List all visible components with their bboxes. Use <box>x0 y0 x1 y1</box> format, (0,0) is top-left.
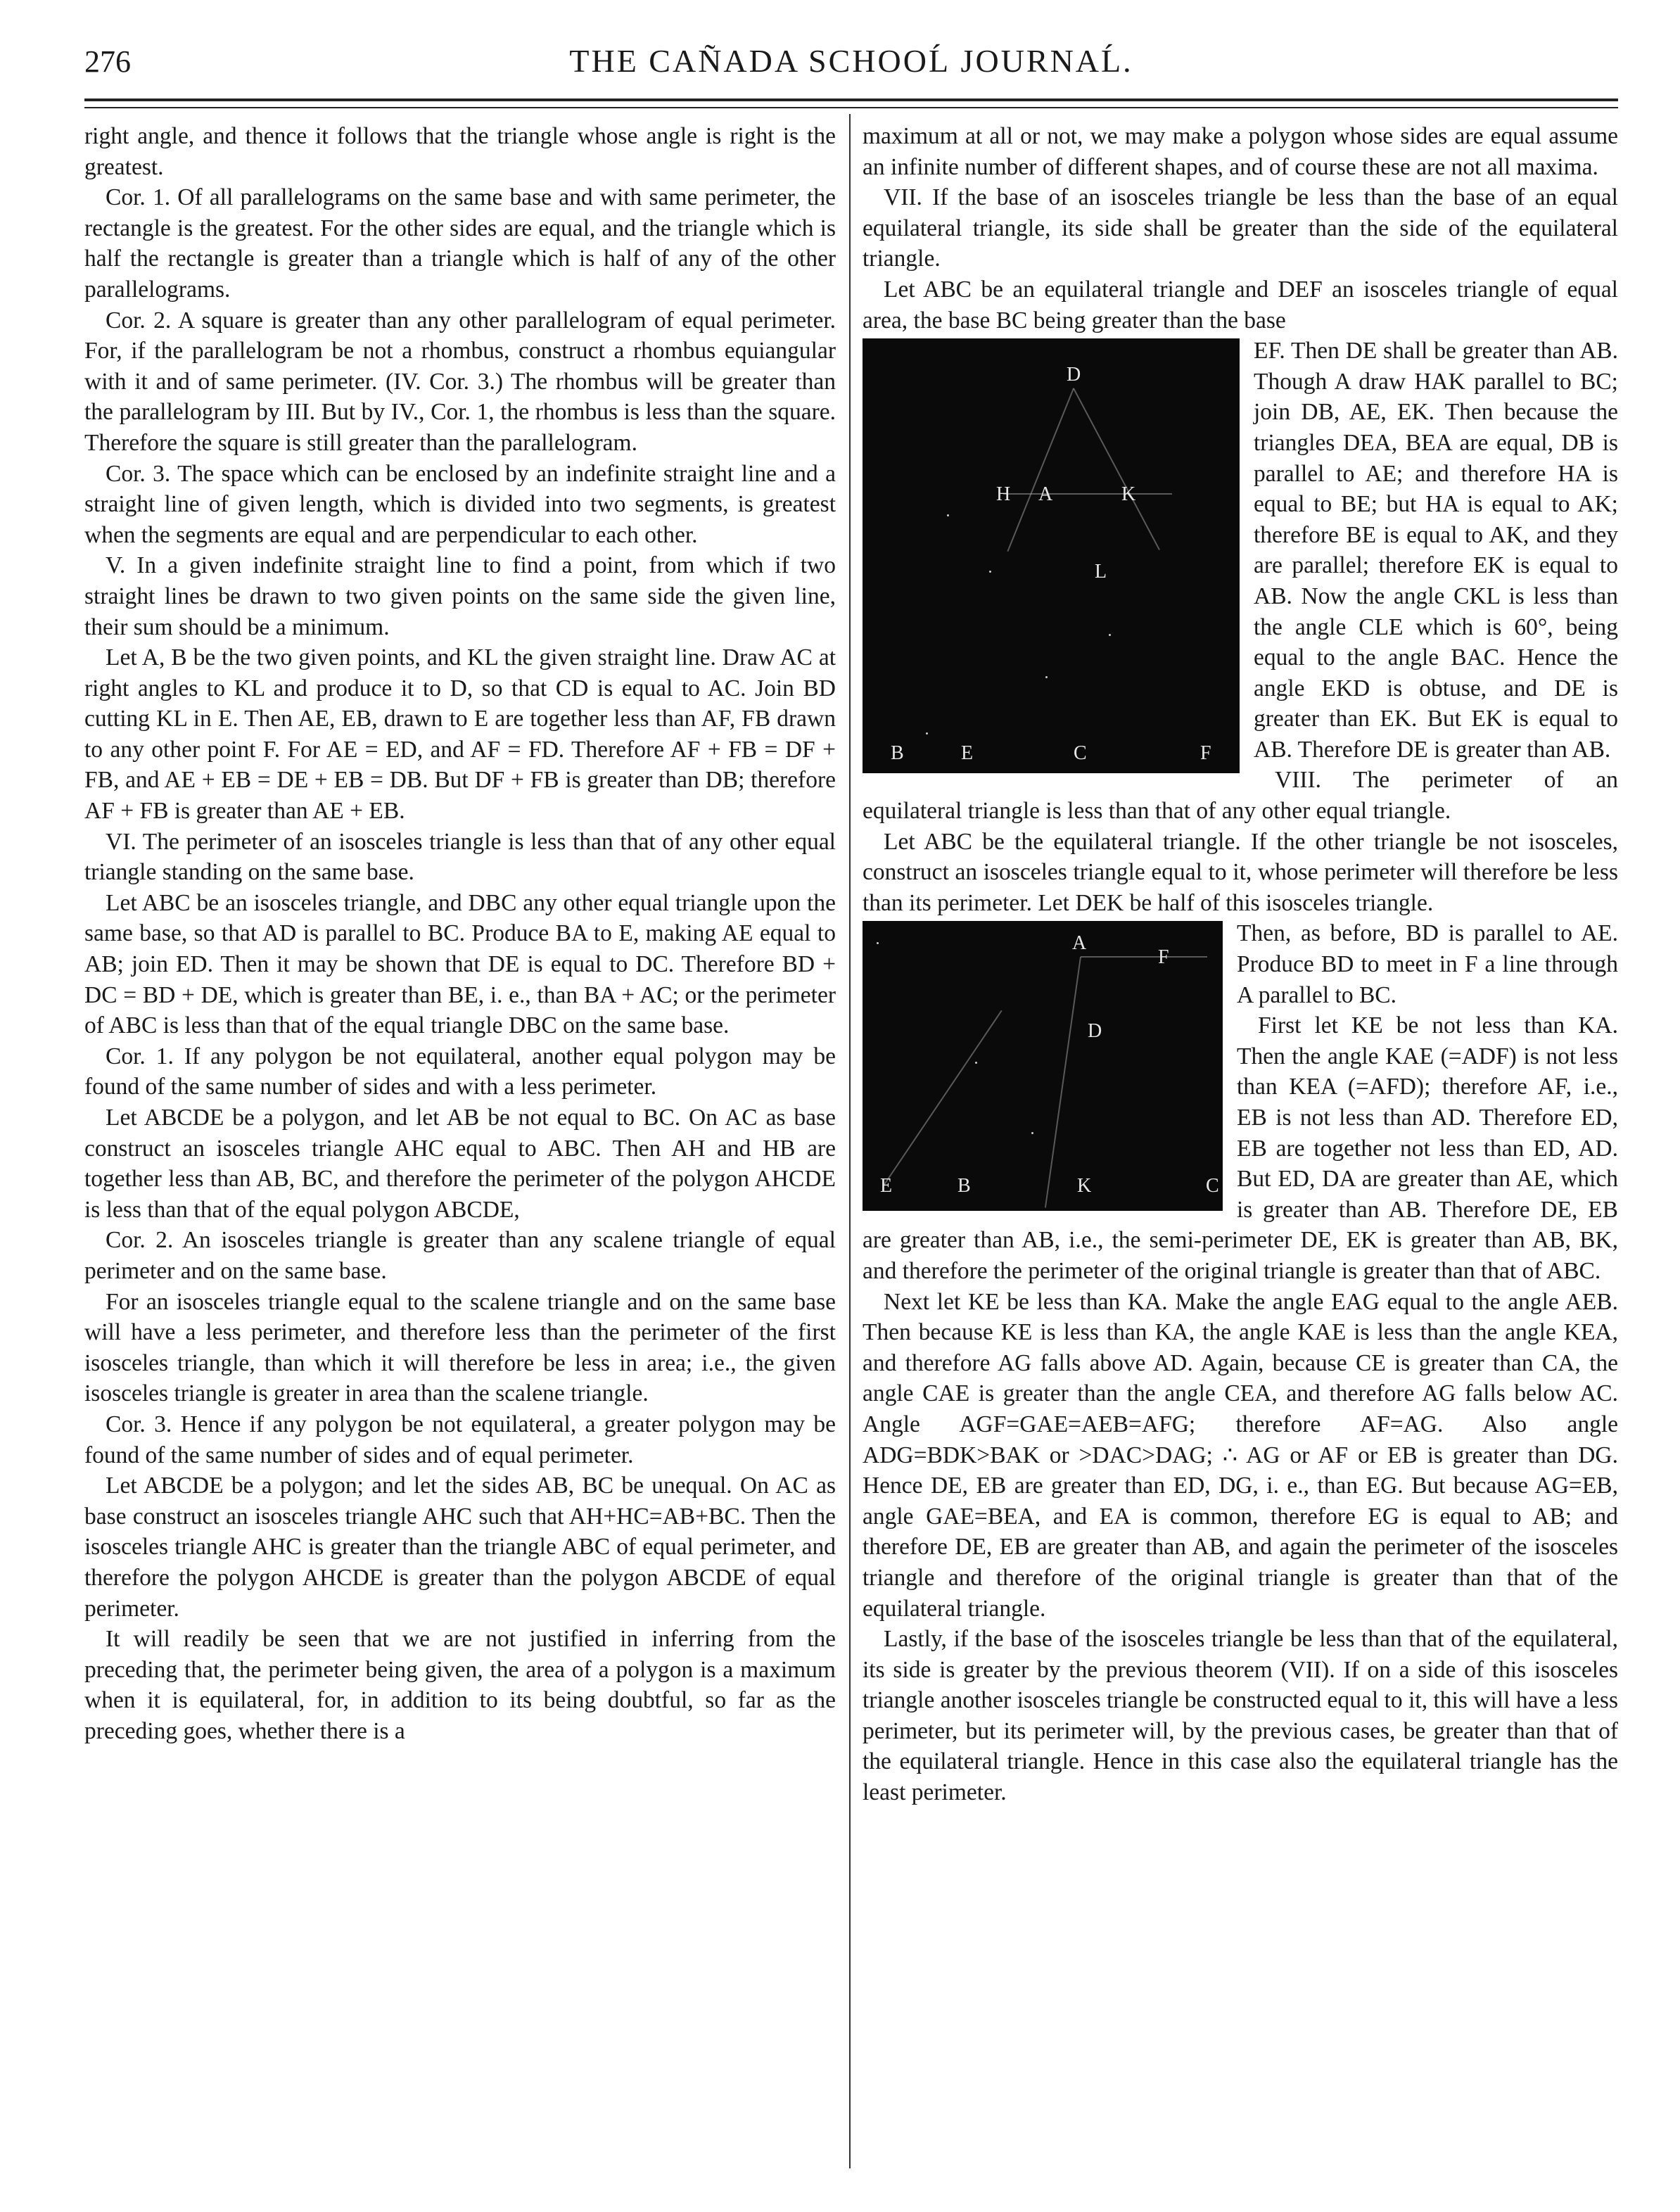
figure-dot <box>947 514 949 516</box>
figure-line <box>1045 957 1081 1208</box>
paragraph: Cor. 1. If any polygon be not equilateral, another equal polygon may be found of the same number of sides and with a less perimeter. <box>84 1043 836 1100</box>
figure-label: E <box>961 742 974 765</box>
header-rule <box>84 98 1618 101</box>
page-number: 276 <box>84 44 131 79</box>
figure-line <box>1007 388 1074 552</box>
right-column <box>863 121 1618 2161</box>
figure-line <box>883 1010 1002 1186</box>
figure-line <box>1081 956 1207 958</box>
paragraph: Let ABC be an equilateral triangle and DEF an isosceles triangle of equal area, the base BC being greater than the base <box>863 276 1618 333</box>
paragraph: Let A, B be the two given points, and KL the given straight line. Draw AC at right angles to KL and produce it to D, so that CD is equal to AC. Join BD cutting KL in E. Then AE, EB, drawn to E are together less than AF, FB drawn to any other point F. For AE = ED, and AF = FD. Therefore AF + FB = DF + FB, and AE + EB = DE + EB = DB. But DF + FB is greater than DB; therefore AF + FB is greater than AE + EB. <box>84 644 836 825</box>
figure-label: D <box>1088 1020 1102 1043</box>
paragraph: Let ABCDE be a polygon; and let the sides AB, BC be unequal. On AC as base construct an isosceles triangle AHC such that AH+HC=AB+BC. Then the isosceles triangle AHC is greater than the triangle ABC of equal perimeter, and therefore the polygon AHCDE is greater than the polygon ABCDE of equal perimeter. <box>84 1473 836 1622</box>
figure-label: A <box>1072 932 1087 955</box>
paragraph: VI. The perimeter of an isosceles triangle is less than that of any other equal triangle standing on the same base. <box>84 828 836 886</box>
figure-dot <box>1045 676 1048 678</box>
header-rule-thin <box>84 107 1618 108</box>
figure-dot <box>877 942 879 944</box>
paragraph: maximum at all or not, we may make a polygon whose sides are equal assume an infinite number of different shapes, and of course these are not all maxima. <box>863 123 1618 180</box>
paragraph: Let ABC be an isosceles triangle, and DBC any other equal triangle upon the same base, so that AD is parallel to BC. Produce BA to E, making AE equal to AB; join ED. Then it may be shown that DE is equal to DC. Therefore BD + DC = BD + DE, which is greater than BE, i. e., than BA + AC; or the perimeter of ABC is less than that of the equal triangle DBC on the same base. <box>84 889 836 1039</box>
paragraph: For an isosceles triangle equal to the scalene triangle and on the same base will have a less perimeter, and therefore less than the perimeter of the first isosceles triangle, than which it will therefore be less in area; i.e., the given isosceles triangle is greater in area than the scalene triangle. <box>84 1288 836 1407</box>
figure-label: C <box>1074 742 1087 765</box>
paragraph: Cor. 2. An isosceles triangle is greater than any scalene triangle of equal perimeter and on the same base. <box>84 1227 836 1284</box>
figure-label: B <box>891 742 904 765</box>
paragraph: VII. If the base of an isosceles triangle be less than the base of an equal equilateral triangle, its side shall be greater than the side of the equilateral triangle. <box>863 184 1618 272</box>
paragraph: Cor. 1. Of all parallelograms on the same base and with same perimeter, the rectangle is the greatest. For the other sides are equal, and the triangle which is half the rectangle is greater than a triangle which is half of any of the other parallelograms. <box>84 184 836 303</box>
paragraph: EF. Then DE shall be greater than AB. Though A draw HAK parallel to BC; join DB, AE, EK. Then because the triangles DEA, BEA are equal, DB is parallel to AE; and therefore HA is equal to BE; but HA is equal to AK; therefore BE is equal to AK, and they are parallel; therefore EK is equal to AB. Now the angle CKL is less than the angle CLE which is 60°, being equal to the angle BAC. Hence the angle EKD is obtuse, and DE is greater than EK. But EK is equal to AB. Therefore DE is greater than AB. <box>1254 338 1618 763</box>
figure-label: L <box>1095 561 1107 583</box>
paragraph: V. In a given indefinite straight line to find a point, from which if two straight lines be drawn to two given points on the same side the given line, their sum should be a minimum. <box>84 552 836 640</box>
figure-label: C <box>1206 1175 1219 1197</box>
figure-label: F <box>1200 742 1211 765</box>
paragraph: Cor. 3. Hence if any polygon be not equilateral, a greater polygon may be found of the same number of sides and of equal perimeter. <box>84 1411 836 1468</box>
paragraph: Let ABCDE be a polygon, and let AB be not equal to BC. On AC as base construct an isosceles triangle AHC equal to ABC. Then AH and HB are together less than AB, BC, and therefore the perimeter of the polygon AHCDE is less than that of the equal polygon ABCDE, <box>84 1105 836 1223</box>
paragraph: Cor. 3. The space which can be enclosed by an indefinite straight line and a straight line of given length, which is divided into two segments, is greatest when the segments are equal and are perpendicular to each other. <box>84 460 836 548</box>
figure-dot <box>1109 634 1111 636</box>
figure-label: H <box>996 483 1011 506</box>
geometry-figure <box>863 921 1223 1211</box>
figure-dot <box>926 732 928 735</box>
figure-dot <box>975 1062 977 1064</box>
paragraph: Lastly, if the base of the isosceles triangle be less than that of the equilateral, its side is greater by the previous theorem (VII). If on a side of this isosceles triangle another isosceles triangle be constructed equal to it, this will have a less perimeter, but its perimeter will, by the previous cases, be greater than that of the equilateral triangle. Hence in this case also the equilateral triangle has the least perimeter. <box>863 1626 1618 1806</box>
figure-line <box>1003 493 1172 495</box>
paragraph: Cor. 2. A square is greater than any other parallelogram of equal perimeter. For, if the parallelogram be not a rhombus, construct a rhombus equiangular with it and of same perimeter. (IV. Cor. 3.) The rhombus will be greater than the parallelogram by III. But by IV., Cor. 1, the rhombus is less than the square. Therefore the square is still greater than the parallelogram. <box>84 307 836 456</box>
paragraph: First let KE be not less than KA. Then the angle KAE (=ADF) is not less than KEA (=AFD); therefore AF, i.e., EB is not less than AD. Therefore ED, EB are together not less than ED, AD. But ED, DA are greater than AE, which is greater than AB. Therefore DE, EB are greater than AB, i.e., the semi-perimeter DE, EK is greater than AB, BK, and therefore the perimeter of the original triangle is greater than that of ABC. <box>863 1012 1618 1284</box>
figure-dot <box>989 571 991 573</box>
column-divider <box>849 114 851 2168</box>
geometry-figure <box>863 338 1240 773</box>
paragraph: It will readily be seen that we are not justified in inferring from the preceding that, the perimeter being given, the area of a polygon is a maximum when it is equilateral, for, in addition to its being doubtful, so far as the preceding goes, whether there is a <box>84 1626 836 1744</box>
figure-label: F <box>1158 946 1169 969</box>
journal-title: THE CAÑADA SCHOOĹ JOURNAĹ. <box>569 43 1133 79</box>
figure-label: K <box>1077 1175 1092 1197</box>
figure-label: K <box>1121 483 1136 506</box>
figure-label: D <box>1067 364 1081 386</box>
left-column <box>84 121 836 2161</box>
figure-line <box>1073 388 1160 551</box>
paragraph: VIII. The perimeter of an equilateral triangle is less than that of any other equal triangle. <box>863 767 1618 825</box>
paragraph: right angle, and thence it follows that the triangle whose angle is right is the greatest. <box>84 123 836 180</box>
figure-label: B <box>957 1175 971 1197</box>
figure-label: E <box>880 1175 893 1197</box>
figure-dot <box>1031 1132 1033 1134</box>
page-header <box>84 37 1618 93</box>
figure-label: A <box>1038 483 1053 506</box>
paragraph: Next let KE be less than KA. Make the angle EAG equal to the angle AEB. Then because KE is less than KA, the angle KAE is less than the angle KEA, and therefore AG falls above AD. Again, because CE is greater than CA, the angle CAE is greater than the angle CEA, and therefore AG falls below AC. Angle AGF=GAE=AEB=AFG; therefore AF=AG. Also angle ADG=BDK>BAK or >DAC>DAG; ∴ AG or AF or EB is greater than DG. Hence DE, EB are greater than ED, DG, i. e., than EG. But because AG=EB, angle GAE=BEA, and EA is common, therefore EG is equal to AB; and therefore DE, EB are greater than AB, and again the perimeter of the isosceles triangle and therefore of the original triangle is greater than that of the equilateral triangle. <box>863 1288 1618 1622</box>
paragraph: Then, as before, BD is parallel to AE. Produce BD to meet in F a line through A parallel to BC. <box>1237 920 1618 1008</box>
paragraph: Let ABC be the equilateral triangle. If the other triangle be not isosceles, construct an isosceles triangle equal to it, whose perimeter will therefore be less than its perimeter. Let DEK be half of this isosceles triangle. <box>863 828 1618 916</box>
